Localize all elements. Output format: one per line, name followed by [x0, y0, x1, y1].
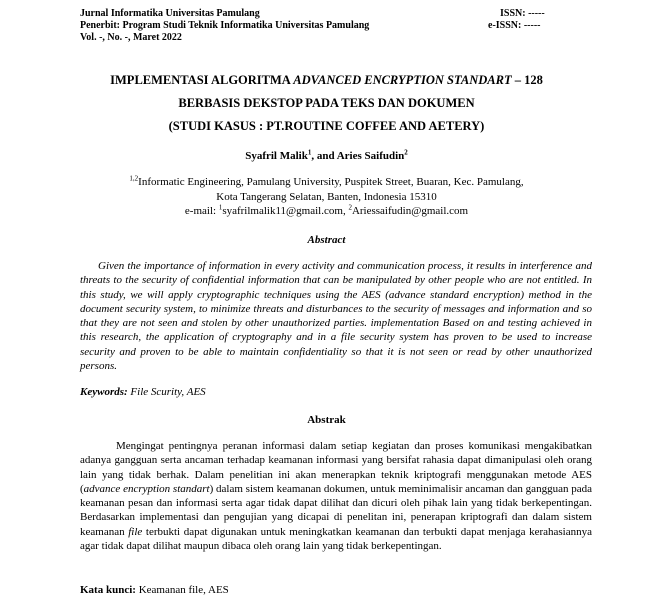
abstrak-body: Mengingat pentingnya peranan informasi dalam setiap kegiatan dan proses komunikasi mengakibatkan adanya gangguan serta ancaman terhadap keamanan informasi yang bersifat rahasia dapat dimanipulasi oleh orang lain yang tidak berhak. Dalam penelitian ini akan menerapkan teknik kriptografi menggunakan metode AES (advance encryption standart) dalam sistem keamanan dokumen, untuk meminimalisir ancaman dan gangguan pada keamanan pesan dan informasi serta agar tidak dapat dilihat dan dicuri oleh pihak lain yang tidak berkepentingan. Berdasarkan implementasi dan pengujian yang dicapai di penelitan ini, penerapan kriptografi dan dalam sistem keamanan file terbukti dapat digunakan untuk meningkatkan keamanan dan terbukti dapat menjaga kerahasiannya agar tidak dapat dilihat maupun dibaca oleh orang lain yang tidak berkepentingan.	[80, 440, 592, 553]
paper-title-line-1: IMPLEMENTASI ALGORITMA ADVANCED ENCRYPTION STANDART – 128	[110, 73, 543, 87]
kata-kunci-line	[80, 583, 229, 597]
keywords-line	[80, 385, 206, 399]
abstract-heading: Abstract	[307, 234, 346, 246]
affiliation-line-2: Kota Tangerang Selatan, Banten, Indonesia 15310	[216, 190, 437, 203]
journal-volume: Vol. -, No. -, Maret 2022	[80, 32, 182, 43]
keywords-label: Keywords:	[80, 386, 128, 398]
author-2: Aries Saifudin	[336, 150, 405, 162]
paper-title-line-3: (STUDI KASUS : PT.ROUTINE COFFEE AND AETERY)	[168, 119, 485, 133]
journal-header	[80, 8, 369, 44]
paper-title-line-2: BERBASIS DEKSTOP PADA TEKS DAN DOKUMEN	[178, 96, 475, 110]
email-1: syafrilmalik11@gmail.com	[222, 205, 343, 217]
author-list: Syafril Malik$^1$, and Aries Saifudin$^2$	[245, 148, 408, 162]
email-2: Ariessaifudin@gmail.com	[351, 205, 469, 217]
journal-name: Jurnal Informatika Universitas Pamulang	[80, 8, 260, 19]
issn-block	[488, 8, 545, 32]
author-1: Syafril Malik	[245, 150, 308, 162]
email-line: e-mail: $^1$syafrilmalik11@gmail.com, $^2$Ariessaifudin@gmail.com	[184, 203, 469, 217]
affiliation-line-1: $^{1,2}$Informatic Engineering, Pamulang University, Puspitek Street, Buaran, Kec. Pamulang,	[129, 174, 524, 188]
abstrak-heading: Abstrak	[307, 414, 346, 426]
kata-kunci-value: Keamanan file, AES	[135, 584, 229, 596]
abstract-body: Given the importance of information in every activity and communication process, it results in interference and threats to the security of confidential information that can be manipulated by other people who are not entitled. In this study, we will apply cryptographic techniques using the AES (advance standard encryption) method in the document security system, to minimize threats and disturbances to the security of messages and information and so that they are not seen and stolen by other unauthorized parties. implementation Based on and testing achieved in this research, the application of cryptography and in a file security system has proven to be used to increase security and proven to be able to maintain confidentiality so that it is not seen or read by other unauthorized persons.	[80, 260, 592, 373]
kata-kunci-label: Kata kunci:	[80, 584, 136, 596]
issn: ISSN: -----	[500, 8, 545, 19]
journal-publisher: Penerbit: Program Studi Teknik Informatika Universitas Pamulang	[80, 20, 370, 31]
eissn: e-ISSN: -----	[488, 20, 541, 31]
keywords-value: File Scurity, AES	[127, 386, 206, 398]
affiliation-block	[0, 175, 653, 219]
